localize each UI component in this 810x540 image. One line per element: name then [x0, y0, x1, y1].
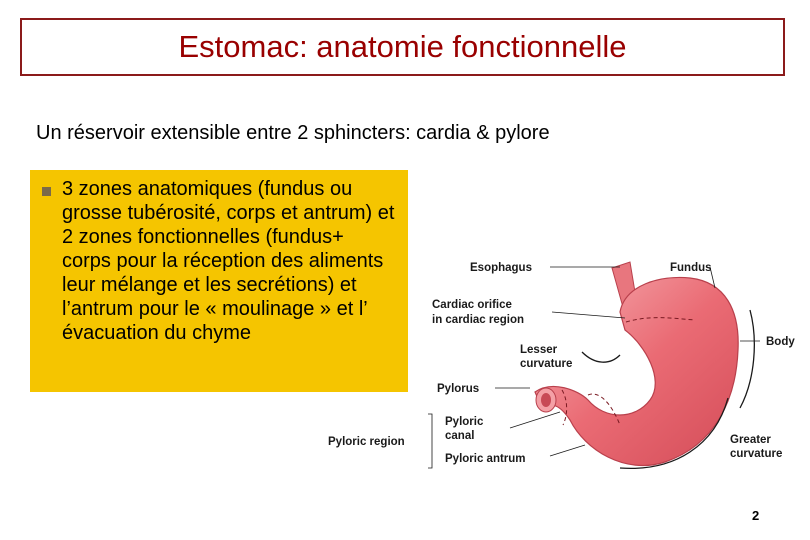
label-pyloric-region: Pyloric region	[328, 436, 405, 448]
slide-subtitle: Un réservoir extensible entre 2 sphincters: cardia & pylore	[36, 122, 550, 144]
pyloric-antrum-leader	[550, 445, 585, 456]
label-cardiac-region: in cardiac region	[432, 314, 525, 326]
label-pyloric-antrum: Pyloric antrum	[445, 453, 526, 465]
stomach-diagram	[320, 240, 810, 485]
label-cardiac-orifice: Cardiac orifice	[432, 299, 512, 311]
pyloric-region-bracket	[428, 414, 432, 468]
pyloric-canal-leader	[510, 412, 560, 428]
label-lesser-curvature: curvature	[520, 358, 573, 370]
title-box	[20, 18, 785, 76]
label-pyloric: Pyloric	[445, 416, 484, 428]
label-pyloric-canal: canal	[445, 430, 475, 442]
label-greater-curvature: curvature	[730, 448, 783, 460]
pylorus-opening	[541, 393, 551, 407]
label-fundus: Fundus	[670, 262, 712, 274]
slide-title: Estomac: anatomie fonctionnelle	[178, 29, 627, 64]
label-esophagus: Esophagus	[470, 262, 532, 274]
label-greater: Greater	[730, 434, 771, 446]
label-pylorus: Pylorus	[437, 383, 480, 395]
bullet-marker	[42, 187, 51, 196]
lesser-curvature-arrow	[582, 352, 620, 362]
page-number: 2	[752, 508, 760, 523]
label-lesser: Lesser	[520, 344, 558, 356]
body-arrow	[740, 310, 754, 408]
label-body: Body	[766, 336, 795, 348]
cardiac-leader	[552, 312, 625, 318]
bullet-text: 3 zones anatomiques (fundus ou grosse tubérosité, corps et antrum) et 2 zones fonctionnelles (fundus+ corps pour la réception des aliments leur mélange et les secrétions) et l’antrum pour le « moulinage » et l’ évacuation du chyme	[62, 178, 395, 344]
